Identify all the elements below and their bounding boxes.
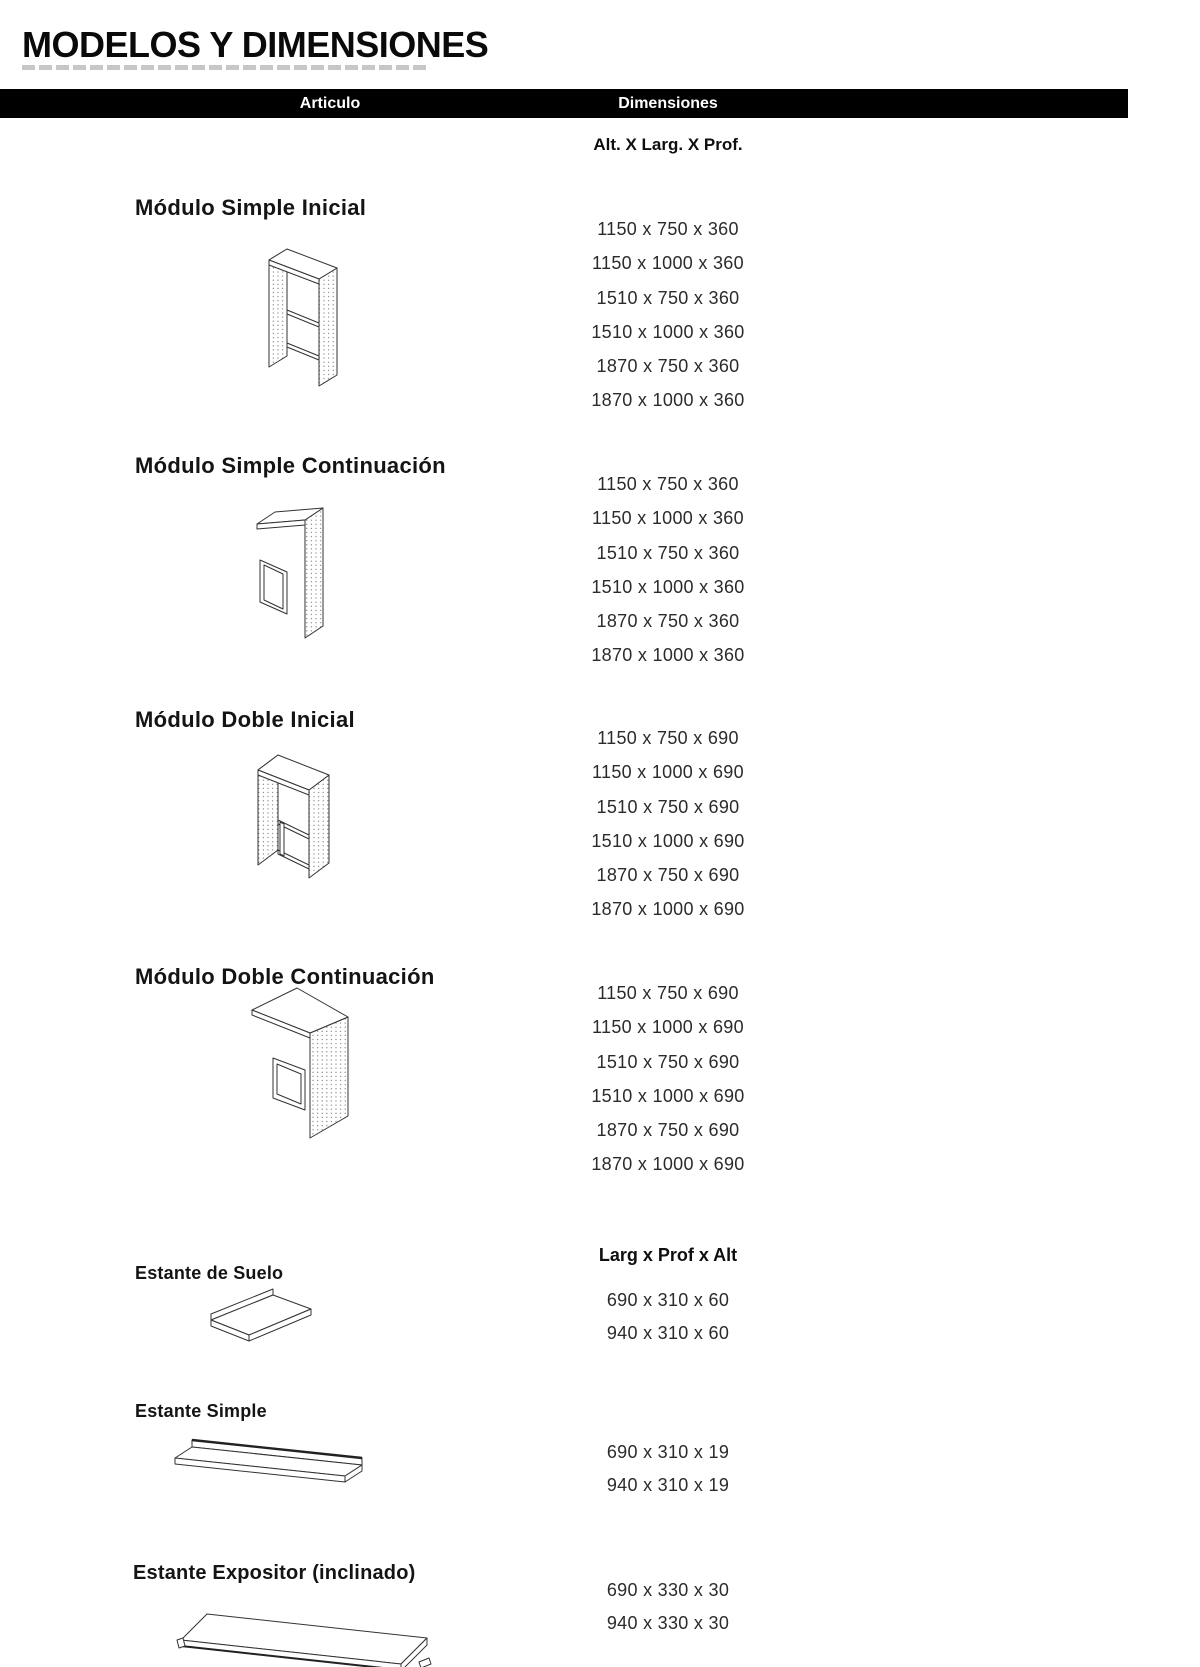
- dimension-value: 1510 x 1000 x 690: [591, 1085, 745, 1106]
- dimension-value: 940 x 310 x 19: [606, 1475, 730, 1495]
- shelf-heading-estante-suelo: Estante de Suelo: [135, 1263, 284, 1283]
- module-doble-inicial-drawing: [253, 738, 350, 880]
- dimension-value: 690 x 310 x 60: [606, 1290, 730, 1310]
- module-heading-doble-inicial: Módulo Doble Inicial: [135, 707, 355, 733]
- title-underline: [22, 65, 427, 70]
- dimension-value: 1510 x 750 x 360: [596, 542, 740, 563]
- shelf-dims-list: [488, 1574, 848, 1640]
- column-header-articulo: Articulo: [299, 94, 361, 112]
- dimension-value: 1510 x 1000 x 360: [591, 576, 745, 597]
- shelf-dims-list: [488, 1436, 848, 1502]
- module-heading-doble-continuacion: Módulo Doble Continuación: [135, 964, 435, 990]
- dimension-value: 1510 x 750 x 360: [596, 287, 740, 308]
- dimension-value: 1870 x 750 x 690: [596, 865, 740, 886]
- dimension-value: 1150 x 750 x 360: [597, 219, 739, 239]
- table-header-bar: [0, 89, 1128, 118]
- estante-de-suelo-drawing: [205, 1287, 317, 1357]
- dimension-value: 690 x 330 x 30: [606, 1580, 730, 1600]
- dimension-value: 1150 x 750 x 690: [597, 983, 739, 1003]
- dimension-value: 1870 x 1000 x 690: [591, 899, 745, 920]
- shelf-dims-list: [488, 1284, 848, 1350]
- shelf-heading-estante-expositor: Estante Expositor (inclinado): [133, 1562, 416, 1584]
- dimension-value: 1150 x 1000 x 690: [592, 1017, 744, 1038]
- dimension-value: 1870 x 1000 x 360: [591, 390, 745, 411]
- estante-expositor-drawing: [177, 1604, 442, 1667]
- dimension-value: 1870 x 750 x 690: [596, 1120, 740, 1141]
- column-header-dimensiones: Dimensiones: [618, 94, 718, 112]
- dimension-value: 1510 x 750 x 690: [596, 1051, 740, 1072]
- page-title: MODELOS Y DIMENSIONES: [22, 24, 489, 65]
- dimension-value: 1870 x 1000 x 360: [591, 645, 745, 666]
- module-heading-simple-continuacion: Módulo Simple Continuación: [135, 453, 446, 479]
- module-dims-list: [488, 467, 848, 673]
- dimension-value: 1510 x 1000 x 360: [591, 321, 745, 342]
- dimension-value: 690 x 310 x 19: [606, 1442, 730, 1462]
- dimension-value: 1870 x 1000 x 690: [591, 1154, 745, 1175]
- shelf-dimension-format-label: Larg x Prof x Alt: [598, 1245, 738, 1265]
- module-doble-continuacion-drawing: [252, 985, 348, 1138]
- dimension-value: 1870 x 750 x 360: [596, 611, 740, 632]
- shelf-heading-estante-simple: Estante Simple: [135, 1401, 267, 1421]
- dimension-value: 1150 x 750 x 690: [597, 728, 739, 748]
- module-simple-continuacion-drawing: [255, 478, 345, 638]
- dimension-value: 1510 x 750 x 690: [596, 796, 740, 817]
- dimension-value: 1150 x 750 x 360: [597, 474, 739, 494]
- module-simple-inicial-drawing: [263, 238, 360, 388]
- dimension-value: 1870 x 750 x 360: [596, 356, 740, 377]
- dimension-value: 940 x 330 x 30: [606, 1613, 730, 1633]
- dimension-value: 1510 x 1000 x 690: [591, 830, 745, 851]
- dimension-value: 1150 x 1000 x 360: [592, 508, 744, 529]
- module-heading-simple-inicial: Módulo Simple Inicial: [135, 195, 367, 221]
- dimension-value: 1150 x 1000 x 690: [592, 762, 744, 783]
- dimension-value: 1150 x 1000 x 360: [592, 253, 744, 274]
- dimension-value: 940 x 310 x 60: [606, 1323, 730, 1343]
- module-dims-list: [488, 721, 848, 927]
- module-dims-list: [488, 212, 848, 418]
- estante-simple-drawing: [172, 1432, 372, 1498]
- module-dims-list: [488, 976, 848, 1182]
- dimension-format-label: Alt. X Larg. X Prof.: [593, 135, 743, 154]
